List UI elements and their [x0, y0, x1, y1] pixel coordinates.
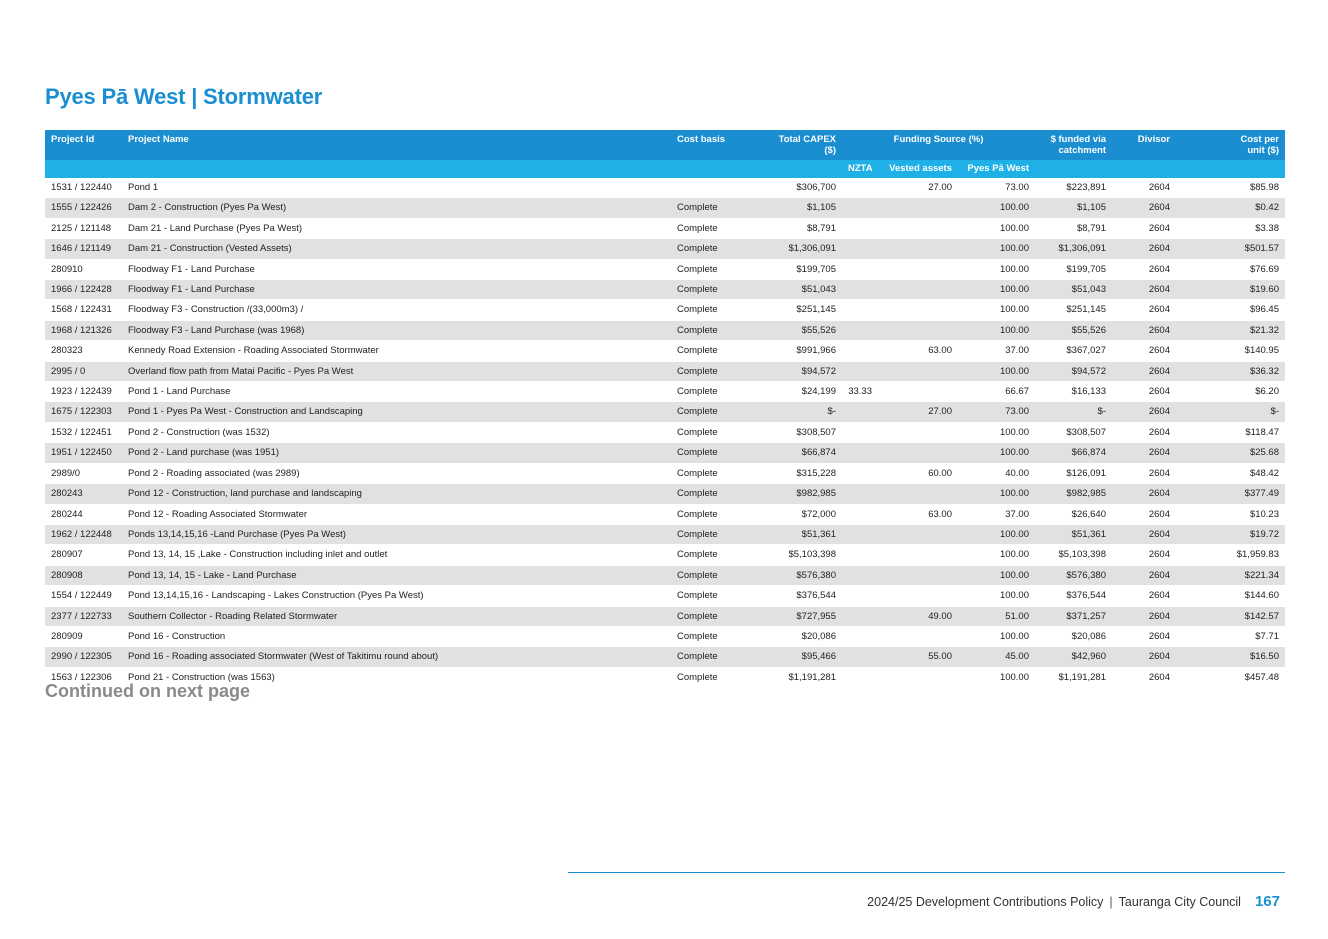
cell-nzta-percent [842, 606, 878, 626]
cell-divisor: 2604 [1112, 178, 1176, 198]
cell-nzta-percent [842, 565, 878, 585]
cell-project-id: 1968 / 121326 [45, 320, 122, 340]
cell-divisor: 2604 [1112, 626, 1176, 646]
cell-nzta-percent [842, 198, 878, 218]
cell-vested-assets-percent [878, 218, 958, 238]
cell-cost-basis: Complete [671, 382, 756, 402]
cell-cost-per-unit: $- [1176, 402, 1285, 422]
subheader-pyes-pa-west: Pyes Pā West [958, 160, 1035, 178]
cell-divisor: 2604 [1112, 239, 1176, 259]
cell-total-capex: $1,105 [756, 198, 842, 218]
cell-total-capex: $51,361 [756, 524, 842, 544]
cell-cost-basis: Complete [671, 524, 756, 544]
table-row [45, 382, 1285, 402]
cell-funded-via-catchment: $8,791 [1035, 218, 1112, 238]
cell-project-id: 280243 [45, 484, 122, 504]
table-row [45, 463, 1285, 483]
cell-nzta-percent [842, 402, 878, 422]
cell-vested-assets-percent [878, 198, 958, 218]
cell-funded-via-catchment: $55,526 [1035, 320, 1112, 340]
header-divisor: Divisor [1112, 130, 1176, 160]
cell-total-capex: $251,145 [756, 300, 842, 320]
cell-funded-via-catchment: $1,105 [1035, 198, 1112, 218]
cell-funded-via-catchment: $376,544 [1035, 586, 1112, 606]
cell-vested-assets-percent: 27.00 [878, 402, 958, 422]
cell-project-id: 1966 / 122428 [45, 280, 122, 300]
cell-project-name: Overland flow path from Matai Pacific - Pyes Pa West [122, 361, 671, 381]
cell-pyes-pa-west-percent: 100.00 [958, 239, 1035, 259]
cell-project-id: 280908 [45, 565, 122, 585]
cell-project-name: Pond 1 [122, 178, 671, 198]
cell-cost-per-unit: $85.98 [1176, 178, 1285, 198]
cell-cost-basis: Complete [671, 484, 756, 504]
cell-project-name: Floodway F3 - Land Purchase (was 1968) [122, 320, 671, 340]
cell-pyes-pa-west-percent: 100.00 [958, 422, 1035, 442]
cell-funded-via-catchment: $51,361 [1035, 524, 1112, 544]
cell-funded-via-catchment: $16,133 [1035, 382, 1112, 402]
cell-cost-basis: Complete [671, 239, 756, 259]
cell-project-name: Dam 21 - Construction (Vested Assets) [122, 239, 671, 259]
cell-cost-per-unit: $21.32 [1176, 320, 1285, 340]
cell-pyes-pa-west-percent: 100.00 [958, 565, 1035, 585]
cell-pyes-pa-west-percent: 51.00 [958, 606, 1035, 626]
cell-vested-assets-percent [878, 667, 958, 687]
cell-nzta-percent [842, 524, 878, 544]
cell-nzta-percent [842, 484, 878, 504]
cell-divisor: 2604 [1112, 667, 1176, 687]
table-row [45, 586, 1285, 606]
cell-pyes-pa-west-percent: 100.00 [958, 259, 1035, 279]
cell-funded-via-catchment: $126,091 [1035, 463, 1112, 483]
cell-cost-per-unit: $457.48 [1176, 667, 1285, 687]
cell-pyes-pa-west-percent: 100.00 [958, 361, 1035, 381]
table-row [45, 606, 1285, 626]
cell-nzta-percent [842, 300, 878, 320]
cell-project-id: 1555 / 122426 [45, 198, 122, 218]
cell-vested-assets-percent [878, 484, 958, 504]
cell-pyes-pa-west-percent: 100.00 [958, 626, 1035, 646]
cell-cost-per-unit: $1,959.83 [1176, 545, 1285, 565]
cell-cost-basis: Complete [671, 320, 756, 340]
cell-vested-assets-percent [878, 361, 958, 381]
table-row [45, 565, 1285, 585]
cell-project-name: Pond 13,14,15,16 - Landscaping - Lakes Construction (Pyes Pa West) [122, 586, 671, 606]
cell-total-capex: $982,985 [756, 484, 842, 504]
cell-nzta-percent [842, 178, 878, 198]
cell-project-name: Southern Collector - Roading Related Stormwater [122, 606, 671, 626]
header-funding-source: Funding Source (%) [842, 130, 1035, 160]
cell-project-name: Pond 2 - Land purchase (was 1951) [122, 443, 671, 463]
cell-funded-via-catchment: $223,891 [1035, 178, 1112, 198]
cell-project-id: 1554 / 122449 [45, 586, 122, 606]
cell-total-capex: $51,043 [756, 280, 842, 300]
page-number: 167 [1254, 893, 1280, 910]
cell-cost-per-unit: $0.42 [1176, 198, 1285, 218]
cell-vested-assets-percent: 55.00 [878, 647, 958, 667]
cell-vested-assets-percent [878, 300, 958, 320]
cell-project-name: Floodway F1 - Land Purchase [122, 259, 671, 279]
cell-project-id: 1962 / 122448 [45, 524, 122, 544]
cell-pyes-pa-west-percent: 100.00 [958, 320, 1035, 340]
cell-project-id: 1532 / 122451 [45, 422, 122, 442]
cell-funded-via-catchment: $1,191,281 [1035, 667, 1112, 687]
cell-cost-basis: Complete [671, 422, 756, 442]
table-row [45, 178, 1285, 198]
cell-cost-basis [671, 178, 756, 198]
cell-pyes-pa-west-percent: 100.00 [958, 300, 1035, 320]
cell-cost-per-unit: $377.49 [1176, 484, 1285, 504]
footer-divider [568, 872, 1285, 873]
cell-cost-basis: Complete [671, 280, 756, 300]
cell-pyes-pa-west-percent: 73.00 [958, 402, 1035, 422]
cell-funded-via-catchment: $- [1035, 402, 1112, 422]
table-row [45, 422, 1285, 442]
cell-cost-basis: Complete [671, 300, 756, 320]
header-cost-basis: Cost basis [671, 130, 756, 160]
cell-project-id: 1568 / 122431 [45, 300, 122, 320]
subheader-vested-assets: Vested assets [878, 160, 958, 178]
cell-cost-basis: Complete [671, 402, 756, 422]
cell-nzta-percent [842, 504, 878, 524]
header-cost-per-unit: Cost per unit ($) [1176, 130, 1285, 160]
cell-pyes-pa-west-percent: 100.00 [958, 280, 1035, 300]
cell-nzta-percent [842, 320, 878, 340]
cell-nzta-percent [842, 239, 878, 259]
cell-project-name: Pond 16 - Roading associated Stormwater (West of Takitimu round about) [122, 647, 671, 667]
cell-funded-via-catchment: $251,145 [1035, 300, 1112, 320]
cell-vested-assets-percent [878, 545, 958, 565]
cell-project-name: Floodway F3 - Construction /(33,000m3) / [122, 300, 671, 320]
cell-cost-per-unit: $140.95 [1176, 341, 1285, 361]
cell-divisor: 2604 [1112, 218, 1176, 238]
page-footer [867, 893, 1280, 910]
cell-project-name: Kennedy Road Extension - Roading Associated Stormwater [122, 341, 671, 361]
cell-pyes-pa-west-percent: 100.00 [958, 586, 1035, 606]
cell-pyes-pa-west-percent: 100.00 [958, 218, 1035, 238]
cell-total-capex: $5,103,398 [756, 545, 842, 565]
cell-total-capex: $- [756, 402, 842, 422]
cell-vested-assets-percent: 63.00 [878, 341, 958, 361]
cell-nzta-percent [842, 667, 878, 687]
cell-cost-basis: Complete [671, 667, 756, 687]
table-row [45, 361, 1285, 381]
cell-vested-assets-percent [878, 382, 958, 402]
cell-cost-per-unit: $25.68 [1176, 443, 1285, 463]
continued-note: Continued on next page [45, 681, 250, 701]
cell-project-id: 2990 / 122305 [45, 647, 122, 667]
cell-divisor: 2604 [1112, 606, 1176, 626]
cell-cost-basis: Complete [671, 565, 756, 585]
cell-cost-basis: Complete [671, 463, 756, 483]
table-row [45, 647, 1285, 667]
table-row [45, 259, 1285, 279]
table-header-row [45, 130, 1285, 160]
cell-divisor: 2604 [1112, 320, 1176, 340]
cell-project-name: Pond 12 - Construction, land purchase and landscaping [122, 484, 671, 504]
cell-divisor: 2604 [1112, 463, 1176, 483]
cell-nzta-percent [842, 341, 878, 361]
cell-cost-basis: Complete [671, 259, 756, 279]
cell-funded-via-catchment: $1,306,091 [1035, 239, 1112, 259]
stormwater-projects-table [45, 130, 1285, 688]
cell-pyes-pa-west-percent: 100.00 [958, 484, 1035, 504]
cell-divisor: 2604 [1112, 524, 1176, 544]
cell-cost-per-unit: $142.57 [1176, 606, 1285, 626]
cell-funded-via-catchment: $26,640 [1035, 504, 1112, 524]
cell-divisor: 2604 [1112, 484, 1176, 504]
subheader-nzta: NZTA [842, 160, 878, 178]
header-project-name: Project Name [122, 130, 671, 160]
cell-divisor: 2604 [1112, 198, 1176, 218]
cell-cost-basis: Complete [671, 504, 756, 524]
cell-nzta-percent [842, 280, 878, 300]
cell-cost-basis: Complete [671, 606, 756, 626]
cell-pyes-pa-west-percent: 37.00 [958, 341, 1035, 361]
cell-pyes-pa-west-percent: 37.00 [958, 504, 1035, 524]
cell-vested-assets-percent: 49.00 [878, 606, 958, 626]
header-funded-via-catchment: $ funded via catchment [1035, 130, 1112, 160]
cell-cost-per-unit: $19.72 [1176, 524, 1285, 544]
cell-project-name: Pond 1 - Pyes Pa West - Construction and Landscaping [122, 402, 671, 422]
cell-project-name: Dam 21 - Land Purchase (Pyes Pa West) [122, 218, 671, 238]
cell-divisor: 2604 [1112, 259, 1176, 279]
cell-pyes-pa-west-percent: 40.00 [958, 463, 1035, 483]
cell-funded-via-catchment: $51,043 [1035, 280, 1112, 300]
cell-funded-via-catchment: $199,705 [1035, 259, 1112, 279]
cell-funded-via-catchment: $66,874 [1035, 443, 1112, 463]
table-row [45, 218, 1285, 238]
table-row [45, 402, 1285, 422]
cell-cost-basis: Complete [671, 443, 756, 463]
cell-divisor: 2604 [1112, 300, 1176, 320]
table-row [45, 341, 1285, 361]
cell-total-capex: $94,572 [756, 361, 842, 381]
cell-project-id: 280910 [45, 259, 122, 279]
table-row [45, 198, 1285, 218]
page-title: Pyes Pā West | Stormwater [45, 84, 323, 109]
table-row [45, 280, 1285, 300]
cell-total-capex: $1,306,091 [756, 239, 842, 259]
cell-nzta-percent [842, 361, 878, 381]
cell-cost-basis: Complete [671, 198, 756, 218]
cell-cost-per-unit: $118.47 [1176, 422, 1285, 442]
cell-total-capex: $8,791 [756, 218, 842, 238]
cell-project-id: 280323 [45, 341, 122, 361]
cell-pyes-pa-west-percent: 100.00 [958, 667, 1035, 687]
cell-cost-basis: Complete [671, 545, 756, 565]
cell-vested-assets-percent [878, 626, 958, 646]
header-total-capex: Total CAPEX ($) [756, 130, 842, 160]
cell-funded-via-catchment: $982,985 [1035, 484, 1112, 504]
cell-vested-assets-percent [878, 280, 958, 300]
cell-funded-via-catchment: $576,380 [1035, 565, 1112, 585]
table-row [45, 239, 1285, 259]
cell-total-capex: $55,526 [756, 320, 842, 340]
cell-pyes-pa-west-percent: 73.00 [958, 178, 1035, 198]
cell-funded-via-catchment: $20,086 [1035, 626, 1112, 646]
cell-nzta-percent [842, 259, 878, 279]
table-row [45, 545, 1285, 565]
cell-cost-per-unit: $221.34 [1176, 565, 1285, 585]
cell-divisor: 2604 [1112, 545, 1176, 565]
header-project-id: Project Id [45, 130, 122, 160]
cell-divisor: 2604 [1112, 341, 1176, 361]
cell-project-id: 2989/0 [45, 463, 122, 483]
cell-project-name: Pond 21 - Construction (was 1563) [122, 667, 671, 687]
table-row [45, 443, 1285, 463]
cell-divisor: 2604 [1112, 565, 1176, 585]
cell-divisor: 2604 [1112, 647, 1176, 667]
cell-project-id: 1951 / 122450 [45, 443, 122, 463]
cell-vested-assets-percent [878, 443, 958, 463]
cell-cost-per-unit: $6.20 [1176, 382, 1285, 402]
cell-pyes-pa-west-percent: 100.00 [958, 443, 1035, 463]
cell-project-id: 1923 / 122439 [45, 382, 122, 402]
footer-document-title: 2024/25 Development Contributions Policy [867, 895, 1104, 909]
cell-total-capex: $95,466 [756, 647, 842, 667]
cell-total-capex: $576,380 [756, 565, 842, 585]
cell-cost-per-unit: $19.60 [1176, 280, 1285, 300]
cell-project-id: 1646 / 121149 [45, 239, 122, 259]
table-row [45, 484, 1285, 504]
cell-cost-basis: Complete [671, 626, 756, 646]
cell-funded-via-catchment: $371,257 [1035, 606, 1112, 626]
cell-project-id: 2125 / 121148 [45, 218, 122, 238]
cell-funded-via-catchment: $367,027 [1035, 341, 1112, 361]
cell-project-name: Pond 12 - Roading Associated Stormwater [122, 504, 671, 524]
cell-vested-assets-percent [878, 586, 958, 606]
cell-cost-per-unit: $48.42 [1176, 463, 1285, 483]
cell-total-capex: $315,228 [756, 463, 842, 483]
cell-funded-via-catchment: $308,507 [1035, 422, 1112, 442]
cell-nzta-percent [842, 545, 878, 565]
cell-nzta-percent [842, 586, 878, 606]
cell-funded-via-catchment: $94,572 [1035, 361, 1112, 381]
cell-divisor: 2604 [1112, 361, 1176, 381]
table-body [45, 178, 1285, 688]
cell-project-id: 1531 / 122440 [45, 178, 122, 198]
cell-nzta-percent: 33.33 [842, 382, 878, 402]
cell-total-capex: $24,199 [756, 382, 842, 402]
cell-vested-assets-percent: 63.00 [878, 504, 958, 524]
table-row [45, 300, 1285, 320]
cell-project-name: Pond 16 - Construction [122, 626, 671, 646]
cell-project-id: 1675 / 122303 [45, 402, 122, 422]
cell-total-capex: $306,700 [756, 178, 842, 198]
cell-cost-per-unit: $10.23 [1176, 504, 1285, 524]
cell-vested-assets-percent: 60.00 [878, 463, 958, 483]
footer-organisation: Tauranga City Council [1118, 895, 1241, 909]
cell-nzta-percent [842, 422, 878, 442]
cell-total-capex: $199,705 [756, 259, 842, 279]
cell-nzta-percent [842, 443, 878, 463]
cell-cost-per-unit: $144.60 [1176, 586, 1285, 606]
cell-total-capex: $72,000 [756, 504, 842, 524]
cell-project-id: 1563 / 122306 [45, 667, 122, 687]
cell-divisor: 2604 [1112, 402, 1176, 422]
cell-divisor: 2604 [1112, 422, 1176, 442]
cell-cost-per-unit: $96.45 [1176, 300, 1285, 320]
cell-cost-basis: Complete [671, 586, 756, 606]
cell-vested-assets-percent [878, 565, 958, 585]
cell-project-name: Floodway F1 - Land Purchase [122, 280, 671, 300]
cell-project-id: 280244 [45, 504, 122, 524]
table-row [45, 504, 1285, 524]
footer-separator: | [1109, 895, 1113, 909]
cell-cost-basis: Complete [671, 341, 756, 361]
table-row [45, 320, 1285, 340]
cell-nzta-percent [842, 218, 878, 238]
cell-funded-via-catchment: $42,960 [1035, 647, 1112, 667]
cell-nzta-percent [842, 647, 878, 667]
cell-project-name: Pond 2 - Construction (was 1532) [122, 422, 671, 442]
cell-project-id: 2377 / 122733 [45, 606, 122, 626]
cell-cost-basis: Complete [671, 218, 756, 238]
cell-pyes-pa-west-percent: 100.00 [958, 545, 1035, 565]
cell-cost-per-unit: $36.32 [1176, 361, 1285, 381]
cell-cost-per-unit: $501.57 [1176, 239, 1285, 259]
cell-cost-basis: Complete [671, 647, 756, 667]
cell-nzta-percent [842, 463, 878, 483]
cell-project-name: Pond 13, 14, 15 - Lake - Land Purchase [122, 565, 671, 585]
cell-pyes-pa-west-percent: 100.00 [958, 524, 1035, 544]
cell-vested-assets-percent: 27.00 [878, 178, 958, 198]
cell-cost-per-unit: $7.71 [1176, 626, 1285, 646]
table-row [45, 626, 1285, 646]
cell-project-id: 280909 [45, 626, 122, 646]
cell-total-capex: $66,874 [756, 443, 842, 463]
table-row [45, 524, 1285, 544]
cell-total-capex: $308,507 [756, 422, 842, 442]
cell-divisor: 2604 [1112, 443, 1176, 463]
cell-total-capex: $376,544 [756, 586, 842, 606]
cell-cost-basis: Complete [671, 361, 756, 381]
cell-vested-assets-percent [878, 524, 958, 544]
cell-project-name: Pond 13, 14, 15 ,Lake - Construction including inlet and outlet [122, 545, 671, 565]
cell-vested-assets-percent [878, 239, 958, 259]
cell-total-capex: $991,966 [756, 341, 842, 361]
cell-project-name: Ponds 13,14,15,16 -Land Purchase (Pyes Pa West) [122, 524, 671, 544]
cell-pyes-pa-west-percent: 45.00 [958, 647, 1035, 667]
cell-divisor: 2604 [1112, 504, 1176, 524]
cell-total-capex: $20,086 [756, 626, 842, 646]
cell-vested-assets-percent [878, 259, 958, 279]
cell-pyes-pa-west-percent: 100.00 [958, 198, 1035, 218]
cell-divisor: 2604 [1112, 280, 1176, 300]
cell-divisor: 2604 [1112, 382, 1176, 402]
cell-cost-per-unit: $16.50 [1176, 647, 1285, 667]
cell-vested-assets-percent [878, 320, 958, 340]
cell-total-capex: $1,191,281 [756, 667, 842, 687]
cell-cost-per-unit: $3.38 [1176, 218, 1285, 238]
cell-project-id: 280907 [45, 545, 122, 565]
cell-funded-via-catchment: $5,103,398 [1035, 545, 1112, 565]
table-subheader-row [45, 160, 1285, 178]
cell-nzta-percent [842, 626, 878, 646]
cell-cost-per-unit: $76.69 [1176, 259, 1285, 279]
cell-divisor: 2604 [1112, 586, 1176, 606]
cell-project-name: Pond 1 - Land Purchase [122, 382, 671, 402]
cell-vested-assets-percent [878, 422, 958, 442]
cell-project-name: Pond 2 - Roading associated (was 2989) [122, 463, 671, 483]
cell-project-id: 2995 / 0 [45, 361, 122, 381]
cell-total-capex: $727,955 [756, 606, 842, 626]
cell-project-name: Dam 2 - Construction (Pyes Pa West) [122, 198, 671, 218]
cell-pyes-pa-west-percent: 66.67 [958, 382, 1035, 402]
